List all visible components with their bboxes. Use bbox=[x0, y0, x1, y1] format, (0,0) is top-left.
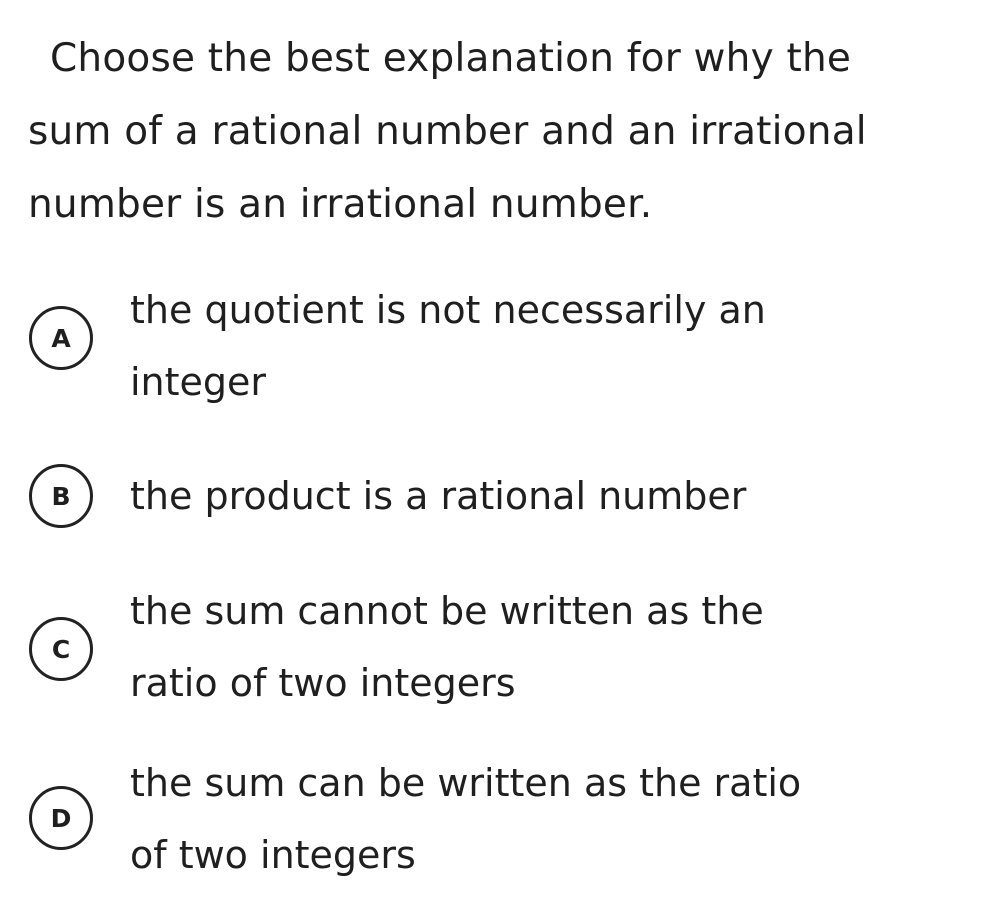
choice-d-label bbox=[130, 747, 801, 891]
choice-c-line-2: ratio of two integers bbox=[130, 661, 516, 705]
choice-c[interactable] bbox=[29, 577, 989, 723]
choice-c-line-1: the sum cannot be written as the bbox=[130, 589, 764, 633]
choice-a-label bbox=[130, 274, 766, 418]
choice-a[interactable] bbox=[29, 286, 989, 432]
choice-b-line-1: the product is a rational number bbox=[130, 474, 747, 518]
question-text bbox=[28, 22, 993, 241]
question-line-1: Choose the best explanation for why the bbox=[50, 36, 852, 81]
choice-a-line-2: integer bbox=[130, 360, 267, 404]
choice-d[interactable] bbox=[29, 749, 989, 895]
choice-a-radio[interactable]: A bbox=[29, 306, 93, 370]
choice-d-line-1: the sum can be written as the ratio bbox=[130, 761, 802, 805]
choice-a-line-1: the quotient is not necessarily an bbox=[130, 288, 766, 332]
choice-b-radio[interactable]: B bbox=[29, 464, 93, 528]
choice-b-label bbox=[130, 460, 746, 532]
choice-c-radio[interactable]: C bbox=[29, 617, 93, 681]
choice-d-line-2: of two integers bbox=[130, 833, 416, 877]
question-line-2: sum of a rational number and an irrational bbox=[28, 109, 867, 154]
question-line-3: number is an irrational number. bbox=[28, 182, 653, 227]
choice-c-label bbox=[130, 575, 764, 719]
choice-b[interactable] bbox=[29, 460, 989, 530]
choice-d-radio[interactable]: D bbox=[29, 786, 93, 850]
